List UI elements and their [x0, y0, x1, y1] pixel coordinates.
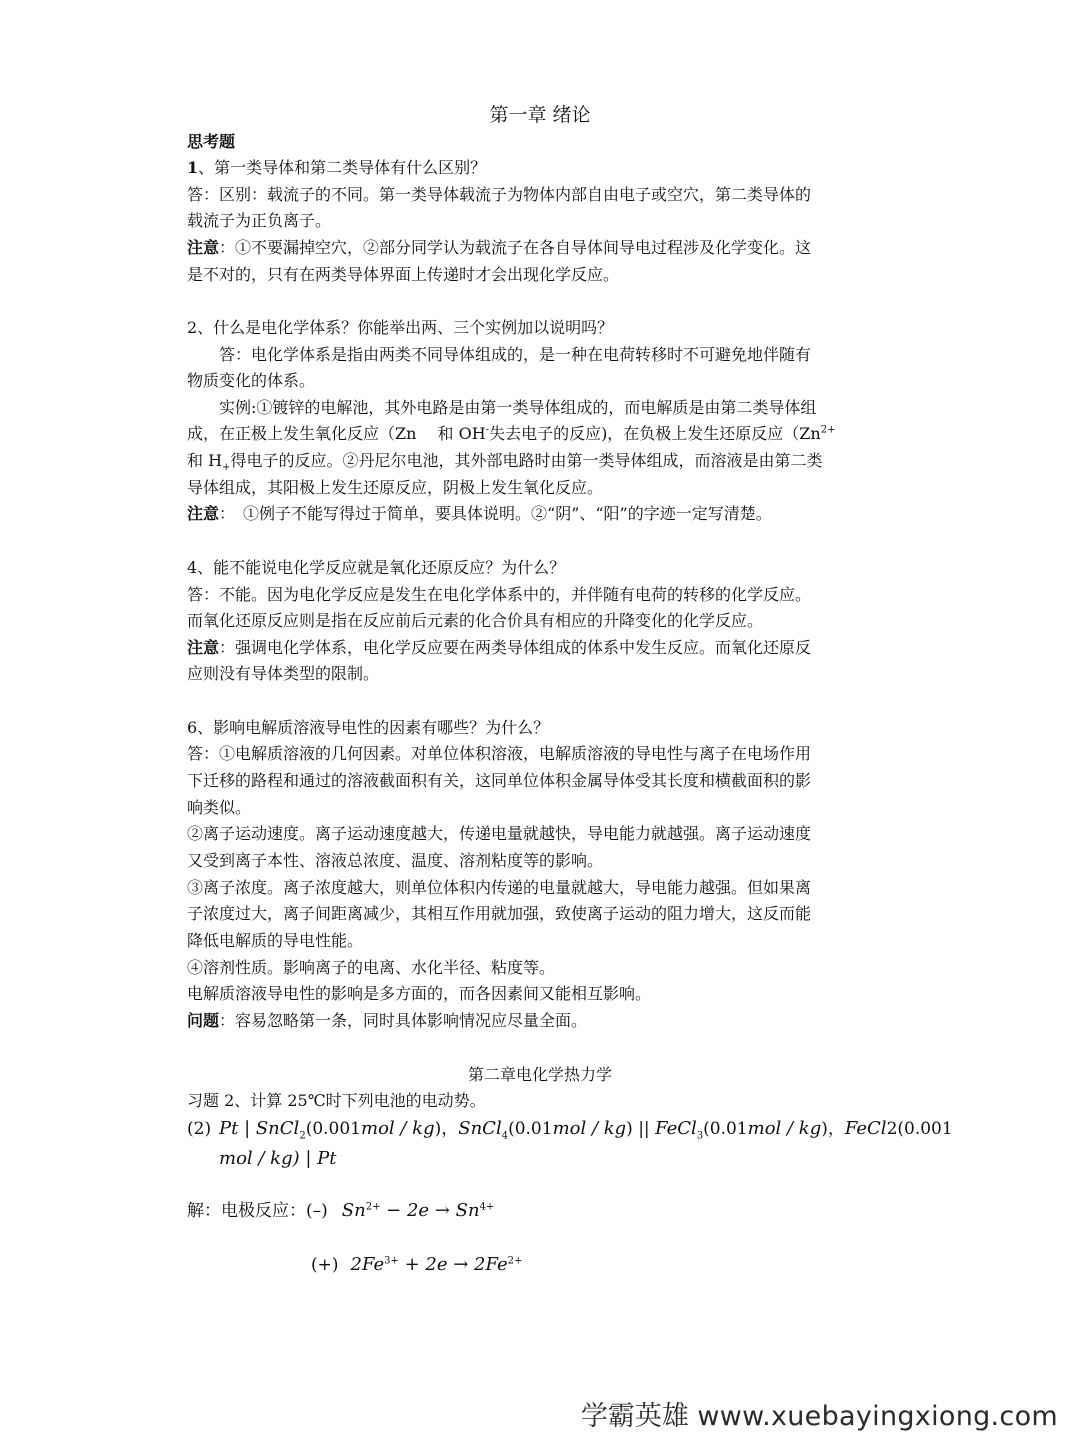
answer-6-line-7: 子浓度过大，离子间距离减少，其相互作用就加强，致使离子运动的阻力增大，这反而能 — [187, 904, 812, 923]
example-2-text-a: 成，在正极上发生氧化反应（Zn 和 OH — [187, 424, 486, 443]
chapter-2-title: 第二章电化学热力学 — [467, 1065, 612, 1084]
solution-line-negative — [187, 1200, 494, 1222]
note-2-text: ： ①例子不能写得过于简单，要具体说明。②“阴”、“阳”的字迹一定写清楚。 — [219, 504, 772, 523]
problem-6-text: ：容易忽略第一条，同时具体影响情况应尽量全面。 — [219, 1011, 588, 1030]
note-label: 注意 — [187, 638, 220, 657]
subscript: 4 — [501, 1130, 509, 1142]
note-4-line-1 — [187, 637, 811, 659]
subscript: + — [222, 462, 231, 474]
solution-line-positive — [311, 1254, 522, 1276]
superscript: 4+ — [479, 1201, 495, 1213]
math-term: )， — [821, 1119, 845, 1139]
superscript: 2+ — [820, 424, 836, 436]
cell-formula-line-2: mol / kg) | Pt — [219, 1148, 337, 1169]
note-1-line-2: 是不对的，只有在两类导体界面上传递时才会出现化学反应。 — [187, 265, 620, 284]
math-term: Pt | SnCl — [219, 1118, 300, 1139]
problem-6-line-1 — [187, 1010, 587, 1032]
question-1-number: 1 — [187, 158, 199, 177]
math-term: + 2e → 2Fe — [398, 1254, 508, 1275]
subscript: 2 — [299, 1130, 306, 1142]
answer-6-line-4: ②离子运动速度。离子运动速度越大，传递电量就越快，导电能力就越强。离子运动速度 — [187, 824, 812, 843]
note-1-line-1 — [187, 237, 811, 259]
answer-6-line-6: ③离子浓度。离子浓度越大，则单位体积内传递的电量就越大，导电能力越强。但如果离 — [187, 878, 812, 897]
example-2-line-4: 导体组成，其阳极上发生还原反应，阴极上发生氧化反应。 — [187, 478, 604, 497]
math-term: − 2e → Sn — [380, 1200, 480, 1221]
question-2: 2、什么是电化学体系？你能举出两、三个实例加以说明吗？ — [187, 318, 614, 337]
math-unit: mol / kg — [552, 1118, 627, 1139]
answer-2-line-1: 答：电化学体系是指由两类不同导体组成的，是一种在电荷转移时不可避免地伴随有 — [219, 345, 812, 364]
superscript: 3+ — [384, 1255, 399, 1267]
watermark-cn: 学霸英雄 — [580, 1401, 689, 1432]
question-1-text: 、第一类导体和第二类导体有什么区别？ — [198, 158, 487, 177]
question-1 — [187, 157, 486, 179]
math-term: 2Fe — [350, 1254, 385, 1275]
math-term: (0.001 — [305, 1119, 361, 1139]
note-label: 注意 — [187, 238, 220, 257]
answer-6-line-1: 答：①电解质溶液的几何因素。对单位体积溶液，电解质溶液的导电性与离子在电场作用 — [187, 744, 812, 763]
question-4: 4、能不能说电化学反应就是氧化还原反应？为什么？ — [187, 558, 566, 577]
math-unit: mol / kg — [747, 1118, 822, 1139]
math-term: (0.01 — [703, 1119, 748, 1139]
section-heading: 思考题 — [187, 132, 236, 151]
watermark — [581, 1394, 1058, 1433]
answer-4-line-2: 而氧化还原反应则是指在反应前后元素的化合价具有相应的升降变化的化学反应。 — [187, 611, 764, 630]
electrode-sign-negative: (–) — [306, 1201, 328, 1221]
example-2-line-1: 实例:①镀锌的电解池，其外电路是由第一类导体组成的，而电解质是由第二类导体组 — [219, 398, 817, 417]
question-6: 6、影响电解质溶液导电性的因素有哪些？为什么？ — [187, 718, 550, 737]
answer-2-line-2: 物质变化的体系。 — [187, 371, 316, 390]
superscript: 2+ — [507, 1255, 523, 1267]
answer-6-line-9: ④溶剂性质。影响离子的电离、水化半径、粘度等。 — [187, 958, 556, 977]
answer-6-line-10: 电解质溶液导电性的影响是多方面的，而各因素间又能相互影响。 — [187, 984, 652, 1003]
math-term: (0.01 — [508, 1119, 553, 1139]
solution-label: 解：电极反应： — [187, 1201, 306, 1221]
cell-formula-line-1 — [187, 1118, 953, 1140]
example-2-text-b: 失去电子的反应)，在负极上发生还原反应（Zn — [489, 424, 821, 443]
chapter-1-title: 第一章 绪论 — [489, 104, 591, 126]
math-term: FeCl — [844, 1118, 887, 1139]
example-2-line-3 — [187, 450, 822, 472]
answer-6-line-8: 降低电解质的导电性能。 — [187, 931, 364, 950]
note-2-line-1 — [187, 503, 772, 525]
note-1-text: ：①不要漏掉空穴，②部分同学认为载流子在各自导体间导电过程涉及化学变化。这 — [219, 238, 812, 257]
math-term: Sn — [341, 1200, 366, 1221]
math-term: )， — [434, 1119, 459, 1139]
math-term: 2(0.001 — [886, 1119, 953, 1139]
example-2-text-c: 和 H — [187, 451, 223, 470]
answer-6-line-2: 下迁移的路程和通过的溶液截面积有关，这同单位体积金属导体受其长度和横截面积的影 — [187, 771, 812, 790]
exercise-2: 习题 2、计算 25℃时下列电池的电动势。 — [187, 1091, 486, 1110]
answer-1-line-1: 答：区别：载流子的不同。第一类导体载流子为物体内部自由电子或空穴，第二类导体的 — [187, 185, 812, 204]
math-term: FeCl — [655, 1118, 697, 1139]
answer-4-line-1: 答：不能。因为电化学反应是发生在电化学体系中的，并伴随有电荷的转移的化学反应。 — [187, 585, 812, 604]
math-term: ) || — [626, 1119, 656, 1139]
watermark-url: www.xuebayingxiong.com — [697, 1401, 1058, 1432]
math-term: SnCl — [458, 1118, 502, 1139]
cell-label: (2) — [187, 1119, 212, 1139]
superscript: - — [485, 424, 490, 436]
example-2-line-2 — [187, 423, 835, 445]
superscript: 2+ — [365, 1201, 381, 1213]
math-unit: mol / kg — [361, 1118, 435, 1139]
note-4-text: ：强调电化学体系，电化学反应要在两类导体组成的体系中发生反应。而氧化还原反 — [219, 638, 812, 657]
example-2-text-d: 得电子的反应。②丹尼尔电池，其外部电路时由第一类导体组成，而溶液是由第二类 — [230, 451, 823, 470]
electrode-sign-positive: (+) — [311, 1255, 339, 1275]
answer-6-line-5: 又受到离子本性、溶液总浓度、温度、溶剂粘度等的影响。 — [187, 851, 604, 870]
note-label: 注意 — [187, 504, 220, 523]
note-4-line-2: 应则没有导体类型的限制。 — [187, 664, 380, 683]
answer-6-line-3: 响类似。 — [187, 798, 252, 817]
problem-label: 问题 — [187, 1011, 220, 1030]
subscript: 3 — [696, 1130, 704, 1142]
answer-1-line-2: 载流子为正负离子。 — [187, 211, 332, 230]
